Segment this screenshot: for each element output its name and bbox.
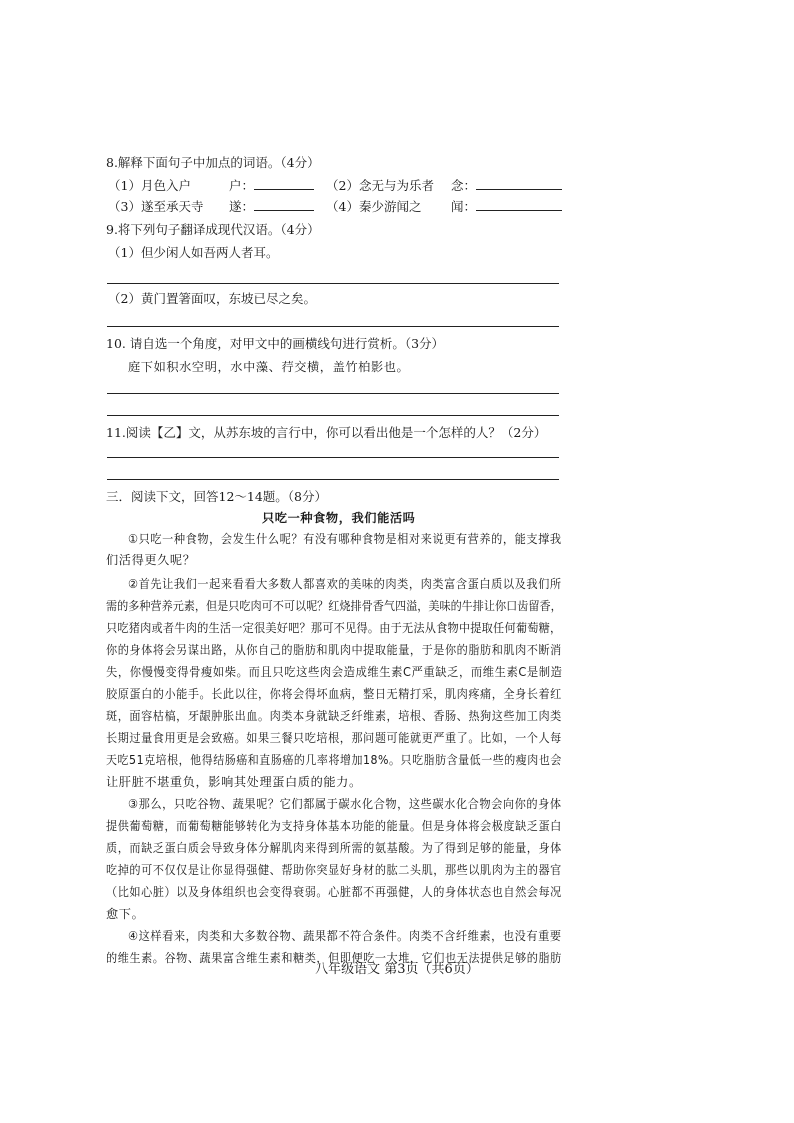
q8-item-3-prompt: （3）遂至承天寺 xyxy=(108,199,204,214)
q8-title: 8.解释下面句子中加点的词语。（4分） xyxy=(106,155,320,170)
article-line: 的维生素。谷物、蔬果富含维生素和糖类，但即便吃一大堆，它们也无法提供足够的脂肪 xyxy=(106,951,562,965)
article-line: 质，而缺乏蛋白质会导致身体分解肌肉来得到所需的氨基酸。为了得到足够的能量，身体 xyxy=(106,841,562,855)
q8-item-2-prompt: （2）念无与为乐者 xyxy=(326,178,434,193)
article-line: 斑，面容枯槁，牙龈肿胀出血。肉类本身就缺乏纤维素，培根、香肠、热狗这些加工肉类 xyxy=(106,709,562,723)
q10-answer-line-1[interactable] xyxy=(107,393,559,394)
article-line: 吃掉的可不仅仅是让你显得强健、帮助你突显好身材的肱二头肌，那些以肌肉为主的器官 xyxy=(106,863,562,877)
q8-item-3-blank[interactable] xyxy=(254,198,314,211)
q10-answer-line-2[interactable] xyxy=(107,415,559,416)
article-line: 天吃51克培根，他得结肠癌和直肠癌的几率将增加18%。只吃脂肪含量低一些的瘦肉也会 xyxy=(106,753,562,767)
section3-title: 三．阅读下文，回答12～14题。（8分） xyxy=(106,489,328,504)
article-line: 只吃猪肉或者牛肉的生活一定很美好吧？那可不见得。由于无法从食物中提取任何葡萄糖， xyxy=(106,621,562,635)
q11-answer-line-1[interactable] xyxy=(107,457,559,458)
q8-item-1-key: 户： xyxy=(229,177,314,195)
q8-item-1-prompt: （1）月色入户 xyxy=(108,178,191,193)
article-title: 只吃一种食物，我们能活吗 xyxy=(262,511,416,525)
q10-quote: 庭下如积水空明，水中藻、荇交横，盖竹柏影也。 xyxy=(128,360,410,374)
q11-answer-line-2[interactable] xyxy=(107,479,559,480)
article-line: ③那么，只吃谷物、蔬果呢？它们都属于碳水化合物，这些碳水化合物会向你的身体 xyxy=(128,797,562,811)
q9-answer-line-1[interactable] xyxy=(107,283,559,284)
article-line: （比如心脏）以及身体组织也会变得衰弱。心脏都不再强健，人的身体状态也自然会每况 xyxy=(106,885,562,899)
q10-title: 10. 请自选一个角度，对甲文中的画横线句进行赏析。（3分） xyxy=(106,336,445,351)
q9-sentence-2: （2）黄门置箸面叹，东坡已尽之矣。 xyxy=(108,291,316,306)
article-line: 们活得更久呢？ xyxy=(106,553,196,567)
q8-item-3-key: 遂： xyxy=(229,198,314,216)
page-footer: 八年级语文 第3页（共6页） xyxy=(315,962,479,977)
q8-item-4-blank[interactable] xyxy=(476,198,562,211)
article-line: 提供葡萄糖，而葡萄糖能够转化为支持身体基本功能的能量。但是身体将会极度缺乏蛋白 xyxy=(106,819,562,833)
q9-title: 9.将下列句子翻译成现代汉语。（4分） xyxy=(106,222,320,237)
article-line: 让肝脏不堪重负，影响其处理蛋白质的能力。 xyxy=(106,775,362,789)
article-line: 长期过量食用更是会致癌。如果三餐只吃培根，那问题可能就更严重了。比如，一个人每 xyxy=(106,731,562,745)
q11-title: 11.阅读【乙】文，从苏东坡的言行中，你可以看出他是一个怎样的人？（2分） xyxy=(106,425,547,440)
q8-item-2-blank[interactable] xyxy=(476,177,562,190)
article-line: ④这样看来，肉类和大多数谷物、蔬果都不符合条件。肉类不含纤维素，也没有重要 xyxy=(128,929,562,943)
article-line: ①只吃一种食物，会发生什么呢？有没有哪种食物是相对来说更有营养的，能支撑我 xyxy=(128,532,562,546)
q8-item-4-key: 闻： xyxy=(451,198,562,216)
q8-item-1-blank[interactable] xyxy=(254,177,314,190)
article-line: ②首先让我们一起来看看大多数人都喜欢的美味的肉类，肉类富含蛋白质以及我们所 xyxy=(128,577,562,591)
article-line: 胶原蛋白的小能手。长此以往，你将会得坏血病，整日无精打采，肌肉疼痛，全身长着红 xyxy=(106,687,562,701)
q9-sentence-1: （1）但少闲人如吾两人者耳。 xyxy=(108,245,279,260)
q9-answer-line-2[interactable] xyxy=(107,326,559,327)
q8-item-2-key: 念： xyxy=(451,177,562,195)
article-line: 失，你慢慢变得骨瘦如柴。而且只吃这些肉会造成维生素C严重缺乏，而维生素C是制造 xyxy=(106,665,563,679)
article-line: 需的多种营养元素，但是只吃肉可不可以呢？红烧排骨香气四溢，美味的牛排让你口齿留香， xyxy=(106,599,562,613)
article-line: 愈下。 xyxy=(106,907,145,921)
article-line: 你的身体将会另谋出路，从你自己的脂肪和肌肉中提取能量，于是你的脂肪和肌肉不断消 xyxy=(106,643,562,657)
q8-item-4-prompt: （4）秦少游闻之 xyxy=(326,199,422,214)
